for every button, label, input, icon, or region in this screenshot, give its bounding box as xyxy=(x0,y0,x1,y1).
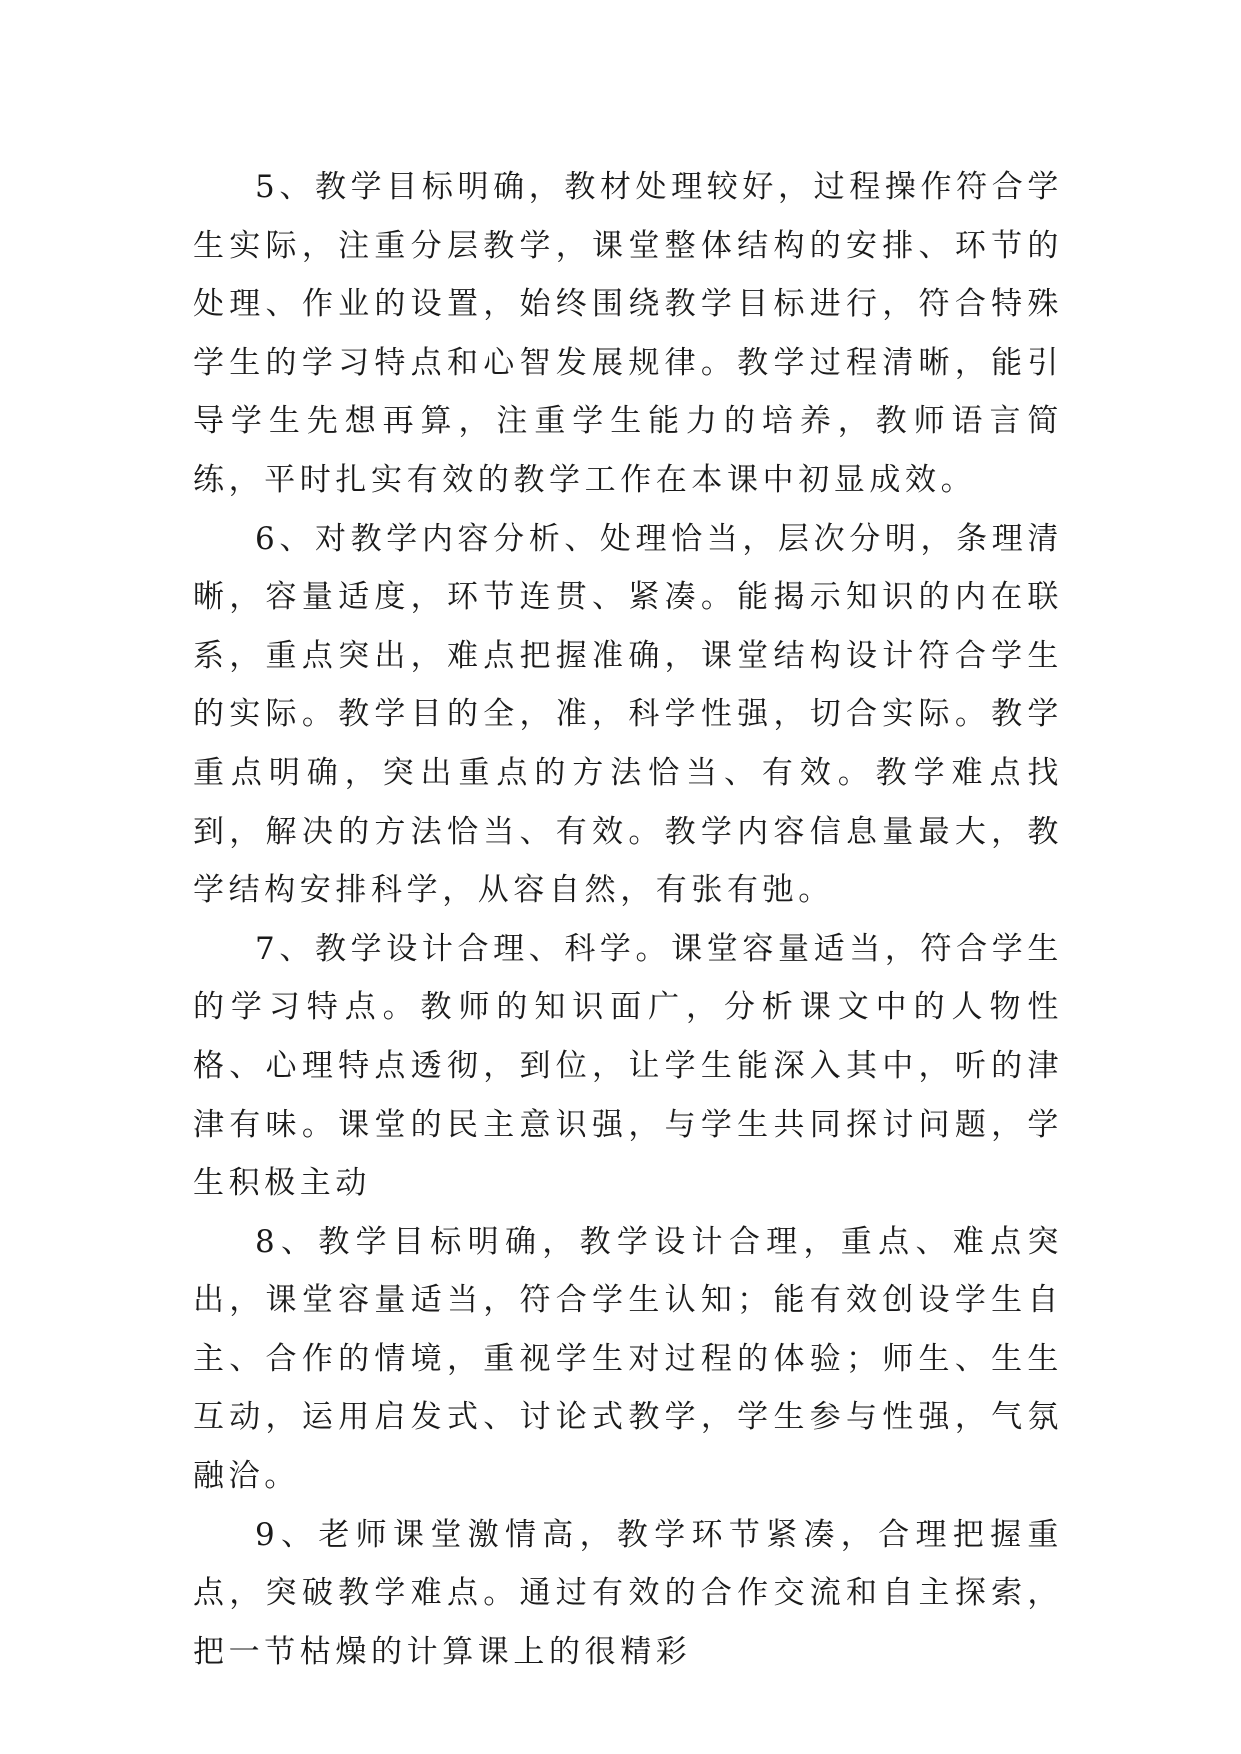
paragraph-6: 6、对教学内容分析、处理恰当，层次分明，条理清晰，容量适度，环节连贯、紧凑。能揭示知识的内在联系，重点突出，难点把握准确，课堂结构设计符合学生的实际。教学目的全，准，科学性强，切合实际。教学重点明确，突出重点的方法恰当、有效。教学难点找到，解决的方法恰当、有效。教学内容信息量最大，教学结构安排科学，从容自然，有张有弛。 xyxy=(193,520,1063,909)
paragraph-9: 9、老师课堂激情高，教学环节紧凑，合理把握重点，突破教学难点。通过有效的合作交流和自主探索，把一节枯燥的计算课上的很精彩 xyxy=(193,1516,1063,1670)
paragraph-5: 5、教学目标明确，教材处理较好，过程操作符合学生实际，注重分层教学，课堂整体结构的安排、环节的处理、作业的设置，始终围绕教学目标进行，符合特殊学生的学习特点和心智发展规律。教学过程清晰，能引导学生先想再算，注重学生能力的培养，教师语言简练，平时扎实有效的教学工作在本课中初显成效。 xyxy=(193,169,1063,498)
paragraph-8: 8、教学目标明确，教学设计合理，重点、难点突出，课堂容量适当，符合学生认知；能有效创设学生自主、合作的情境，重视学生对过程的体验；师生、生生互动，运用启发式、讨论式教学，学生参与性强，气氛融洽。 xyxy=(193,1223,1063,1495)
paragraph-7: 7、教学设计合理、科学。课堂容量适当，符合学生的学习特点。教师的知识面广，分析课文中的人物性格、心理特点透彻，到位，让学生能深入其中，听的津津有味。课堂的民主意识强，与学生共同探讨问题，学生积极主动 xyxy=(193,930,1063,1202)
document-body xyxy=(193,158,1063,1681)
